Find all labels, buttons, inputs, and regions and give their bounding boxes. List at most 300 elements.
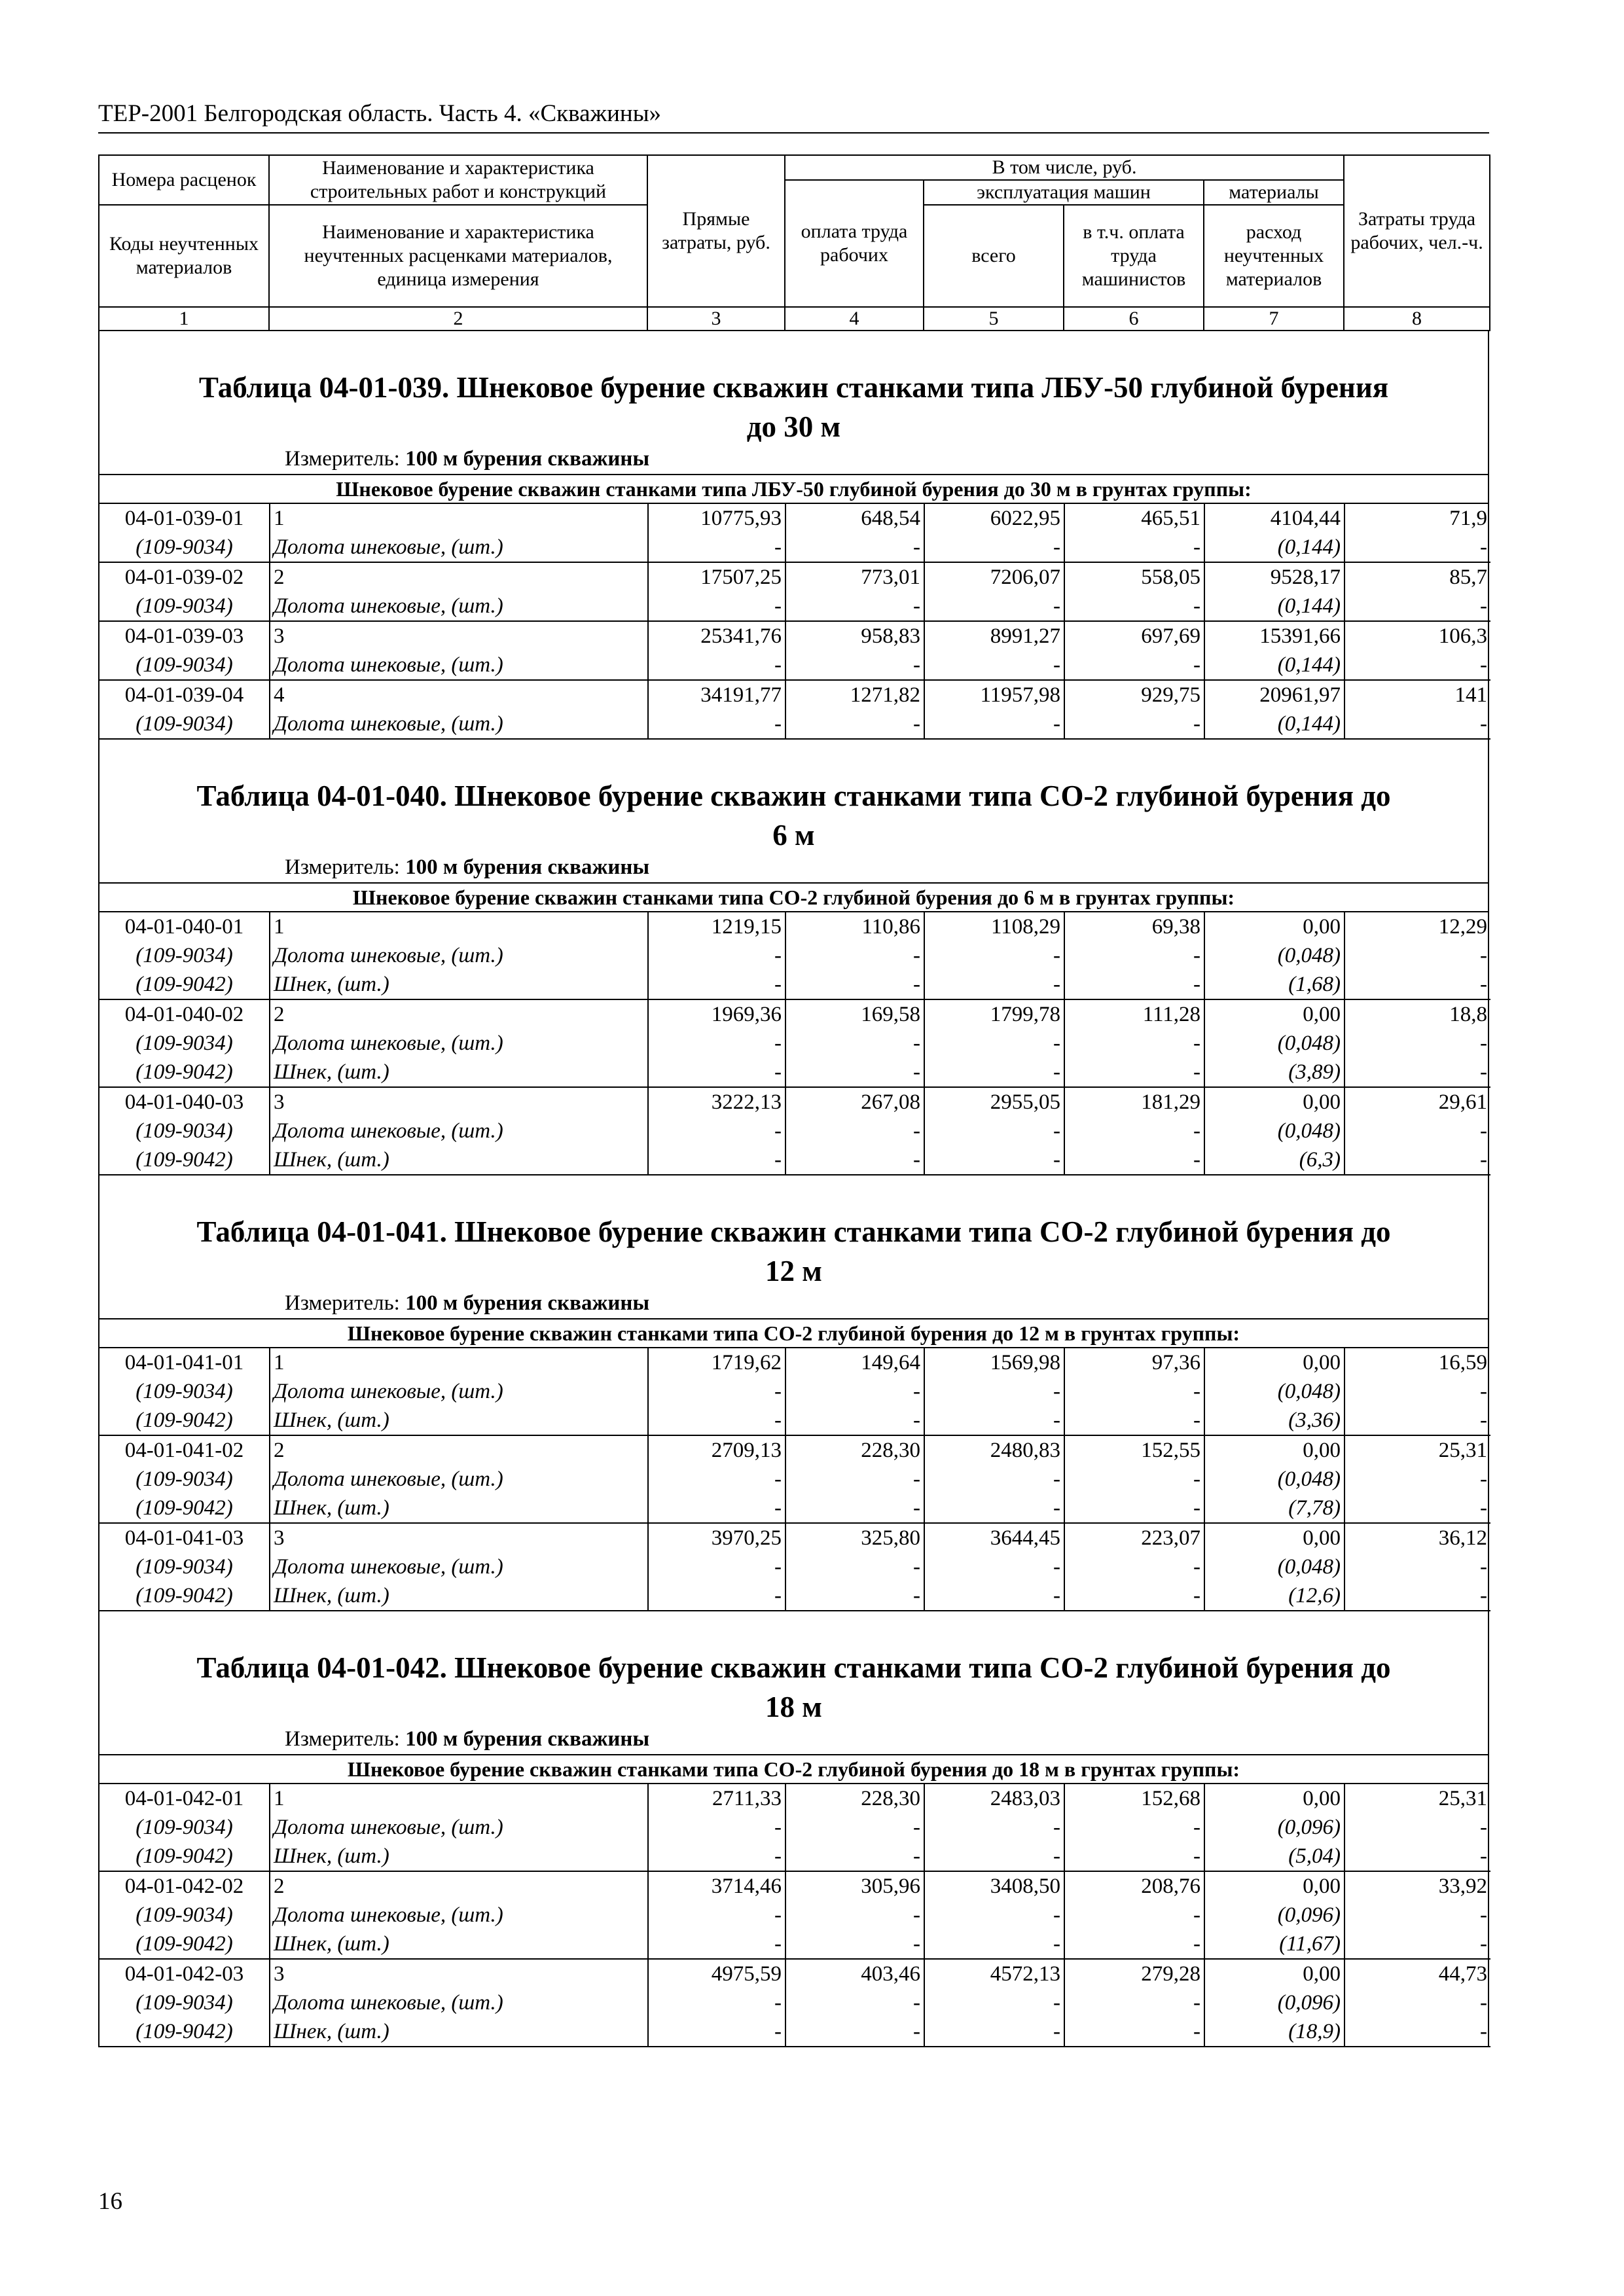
rate-code: (109-9034) <box>135 1903 233 1927</box>
section-title-line: Таблица 04-01-039. Шнековое бурение скважин станками типа ЛБУ-50 глубиной бурения <box>198 371 1389 404</box>
machine-total-value: - <box>924 1377 1064 1406</box>
direct-costs-value: - <box>648 1842 785 1871</box>
direct-costs-value: - <box>648 1988 785 2017</box>
machine-total-value: 1569,98 <box>924 1348 1064 1377</box>
machinist-pay-value: - <box>1064 1552 1204 1581</box>
machine-total-value: - <box>924 1988 1064 2017</box>
materials-value: 0,00 <box>1204 912 1344 941</box>
machinist-pay-value: - <box>1064 1145 1204 1175</box>
header-material-codes: Коды неучтенных материалов <box>99 205 269 307</box>
worker-pay-value: 110,86 <box>785 912 924 941</box>
machinist-pay-value: - <box>1064 592 1204 621</box>
materials-value: (0,144) <box>1204 651 1344 680</box>
rate-row <box>99 1348 1490 1377</box>
material-row <box>99 2017 1490 2047</box>
rate-name: Долота шнековые, (шт.) <box>270 1552 648 1581</box>
labor-costs-value: 36,12 <box>1344 1523 1490 1552</box>
labor-costs-value: - <box>1344 1494 1490 1523</box>
machine-total-value: - <box>924 1813 1064 1842</box>
header-machinist-pay: в т.ч. оплата труда машинистов <box>1064 205 1204 307</box>
materials-value: (3,89) <box>1204 1058 1344 1087</box>
header-labor-costs: Затраты труда рабочих, чел.-ч. <box>1344 155 1490 307</box>
labor-costs-value: - <box>1344 1929 1490 1959</box>
worker-pay-value: - <box>785 1581 924 1611</box>
materials-value: (7,78) <box>1204 1494 1344 1523</box>
material-row <box>99 1465 1490 1494</box>
unit-of-measure <box>99 1291 1488 1318</box>
material-row <box>99 651 1490 680</box>
material-row <box>99 1929 1490 1959</box>
worker-pay-value: - <box>785 970 924 999</box>
meter-value: 100 м бурения скважины <box>405 1291 650 1315</box>
machine-total-value: - <box>924 1117 1064 1145</box>
direct-costs-value: 10775,93 <box>648 504 785 533</box>
direct-costs-value: 3714,46 <box>648 1871 785 1901</box>
worker-pay-value: 228,30 <box>785 1784 924 1813</box>
rate-code: (109-9034) <box>135 594 233 618</box>
rate-code: 04-01-039-04 <box>99 680 270 709</box>
materials-value: (0,048) <box>1204 1117 1344 1145</box>
machinist-pay-value: 69,38 <box>1064 912 1204 941</box>
material-row <box>99 1145 1490 1175</box>
machinist-pay-value: 929,75 <box>1064 680 1204 709</box>
worker-pay-value: - <box>785 1406 924 1435</box>
direct-costs-value: - <box>648 1552 785 1581</box>
machinist-pay-value: 279,28 <box>1064 1959 1204 1988</box>
direct-costs-value: - <box>648 1901 785 1929</box>
rate-name: 4 <box>270 680 648 709</box>
labor-costs-value: - <box>1344 1029 1490 1058</box>
rate-row <box>99 1087 1490 1117</box>
labor-costs-value: - <box>1344 592 1490 621</box>
machinist-pay-value: - <box>1064 651 1204 680</box>
unit-of-measure <box>99 446 1488 474</box>
labor-costs-value: - <box>1344 1813 1490 1842</box>
labor-costs-value: 12,29 <box>1344 912 1490 941</box>
rate-name: Долота шнековые, (шт.) <box>270 1988 648 2017</box>
machinist-pay-value: 152,55 <box>1064 1435 1204 1465</box>
material-row <box>99 1552 1490 1581</box>
rate-name: Шнек, (шт.) <box>270 2017 648 2047</box>
materials-value: (18,9) <box>1204 2017 1344 2047</box>
worker-pay-value: - <box>785 1145 924 1175</box>
machinist-pay-value: - <box>1064 941 1204 970</box>
labor-costs-value: - <box>1344 709 1490 739</box>
labor-costs-value: - <box>1344 941 1490 970</box>
machine-total-value: 2480,83 <box>924 1435 1064 1465</box>
rate-code: (109-9034) <box>135 1555 233 1579</box>
rate-name: 1 <box>270 1784 648 1813</box>
materials-value: (0,048) <box>1204 941 1344 970</box>
rate-code: 04-01-042-01 <box>124 1787 244 1810</box>
direct-costs-value: - <box>648 592 785 621</box>
rate-name: Долота шнековые, (шт.) <box>270 709 648 739</box>
machine-total-value: - <box>924 592 1064 621</box>
meter-value: 100 м бурения скважины <box>405 1727 650 1751</box>
rate-name: Шнек, (шт.) <box>270 1145 648 1175</box>
materials-value: (0,096) <box>1204 1901 1344 1929</box>
price-document <box>98 154 1489 2047</box>
machinist-pay-value: - <box>1064 1465 1204 1494</box>
rate-name: 3 <box>270 1523 648 1552</box>
materials-value: (12,6) <box>1204 1581 1344 1611</box>
column-header-table <box>98 154 1490 331</box>
rate-code: (109-9042) <box>135 1408 233 1432</box>
section-title <box>99 1611 1488 1727</box>
rate-code: (109-9034) <box>135 1816 233 1839</box>
materials-value: 0,00 <box>1204 1959 1344 1988</box>
rate-code: 04-01-042-02 <box>99 1871 270 1901</box>
materials-value: (0,144) <box>1204 533 1344 562</box>
material-row <box>99 1494 1490 1523</box>
machine-total-value: - <box>924 1901 1064 1929</box>
materials-value: 15391,66 <box>1204 621 1344 651</box>
machinist-pay-value: - <box>1064 1058 1204 1087</box>
rate-row <box>99 999 1490 1029</box>
direct-costs-value: 17507,25 <box>648 562 785 592</box>
rate-name: Долота шнековые, (шт.) <box>270 592 648 621</box>
direct-costs-value: - <box>648 941 785 970</box>
column-number: 3 <box>647 307 785 331</box>
labor-costs-value: - <box>1344 2017 1490 2047</box>
worker-pay-value: 228,30 <box>785 1435 924 1465</box>
rate-table-section <box>98 1611 1489 2047</box>
meter-label: Измеритель: <box>285 1727 400 1751</box>
machinist-pay-value: - <box>1064 2017 1204 2047</box>
labor-costs-value: - <box>1344 1145 1490 1175</box>
worker-pay-value: 305,96 <box>785 1871 924 1901</box>
machinist-pay-value: - <box>1064 1581 1204 1611</box>
worker-pay-value: - <box>785 1842 924 1871</box>
worker-pay-value: 267,08 <box>785 1087 924 1117</box>
rate-code: 04-01-040-03 <box>99 1087 270 1117</box>
worker-pay-value: - <box>785 709 924 739</box>
header-work-name: Наименование и характеристика строительных работ и конструкций <box>269 155 647 205</box>
rate-name: 2 <box>270 999 648 1029</box>
unit-of-measure <box>99 1727 1488 1754</box>
direct-costs-value: - <box>648 1117 785 1145</box>
rate-code: (109-9034) <box>135 1119 233 1143</box>
rate-code: (109-9042) <box>135 1060 233 1084</box>
worker-pay-value: - <box>785 592 924 621</box>
machinist-pay-value: - <box>1064 1842 1204 1871</box>
labor-costs-value: - <box>1344 1581 1490 1611</box>
machine-total-value: 3408,50 <box>924 1871 1064 1901</box>
material-row <box>99 709 1490 739</box>
rate-name: Шнек, (шт.) <box>270 1581 648 1611</box>
machine-total-value: 7206,07 <box>924 562 1064 592</box>
labor-costs-value: - <box>1344 1465 1490 1494</box>
column-number: 1 <box>99 307 269 331</box>
materials-value: 9528,17 <box>1204 562 1344 592</box>
page-number: 16 <box>98 2188 122 2215</box>
rate-name: Долота шнековые, (шт.) <box>270 941 648 970</box>
worker-pay-value: - <box>785 1929 924 1959</box>
column-number-row <box>99 307 1490 331</box>
rate-name: Долота шнековые, (шт.) <box>270 1029 648 1058</box>
material-row <box>99 1029 1490 1058</box>
rate-name: Шнек, (шт.) <box>270 1058 648 1087</box>
rate-name: 2 <box>270 1871 648 1901</box>
machinist-pay-value: - <box>1064 1988 1204 2017</box>
section-title-line: Таблица 04-01-041. Шнековое бурение скважин станками типа СО-2 глубиной бурения до <box>196 1215 1391 1248</box>
materials-value: (0,048) <box>1204 1029 1344 1058</box>
labor-costs-value: 25,31 <box>1344 1784 1490 1813</box>
labor-costs-value: - <box>1344 1988 1490 2017</box>
rate-data-table <box>99 912 1490 1175</box>
materials-value: 20961,97 <box>1204 680 1344 709</box>
rate-name: Долота шнековые, (шт.) <box>270 1117 648 1145</box>
worker-pay-value: 773,01 <box>785 562 924 592</box>
rate-row <box>99 1435 1490 1465</box>
machine-total-value: 1799,78 <box>924 999 1064 1029</box>
materials-value: 0,00 <box>1204 1348 1344 1377</box>
machinist-pay-value: 697,69 <box>1064 621 1204 651</box>
rate-data-table <box>99 1784 1490 2047</box>
direct-costs-value: - <box>648 651 785 680</box>
machine-total-value: - <box>924 1406 1064 1435</box>
machinist-pay-value: 111,28 <box>1064 999 1204 1029</box>
machinist-pay-value: - <box>1064 1813 1204 1842</box>
direct-costs-value: 1719,62 <box>648 1348 785 1377</box>
rate-row <box>99 1871 1490 1901</box>
worker-pay-value: - <box>785 1117 924 1145</box>
worker-pay-value: 325,80 <box>785 1523 924 1552</box>
materials-value: 0,00 <box>1204 1435 1344 1465</box>
rate-data-table <box>99 504 1490 740</box>
worker-pay-value: - <box>785 2017 924 2047</box>
machinist-pay-value: - <box>1064 1494 1204 1523</box>
worker-pay-value: - <box>785 941 924 970</box>
material-row <box>99 1581 1490 1611</box>
direct-costs-value: 3970,25 <box>648 1523 785 1552</box>
rate-code: 04-01-041-02 <box>99 1435 270 1465</box>
labor-costs-value: - <box>1344 1901 1490 1929</box>
materials-value: 0,00 <box>1204 999 1344 1029</box>
rate-row <box>99 1523 1490 1552</box>
labor-costs-value: 85,7 <box>1344 562 1490 592</box>
material-row <box>99 970 1490 999</box>
header-rate-numbers: Номера расценок <box>99 155 269 205</box>
material-row <box>99 533 1490 562</box>
rate-code: (109-9034) <box>135 1991 233 2015</box>
direct-costs-value: - <box>648 1029 785 1058</box>
machinist-pay-value: 465,51 <box>1064 504 1204 533</box>
machine-total-value: 3644,45 <box>924 1523 1064 1552</box>
running-header: ТЕР-2001 Белгородская область. Часть 4. «Скважины» <box>98 98 1489 134</box>
worker-pay-value: 403,46 <box>785 1959 924 1988</box>
machinist-pay-value: 558,05 <box>1064 562 1204 592</box>
direct-costs-value: - <box>648 1145 785 1175</box>
labor-costs-value: 25,31 <box>1344 1435 1490 1465</box>
machine-total-value: 6022,95 <box>924 504 1064 533</box>
rate-row <box>99 912 1490 941</box>
header-direct-costs: Прямые затраты, руб. <box>647 155 785 307</box>
materials-value: (0,048) <box>1204 1465 1344 1494</box>
labor-costs-value: - <box>1344 970 1490 999</box>
labor-costs-value: 106,3 <box>1344 621 1490 651</box>
machine-total-value: - <box>924 1929 1064 1959</box>
rate-code: (109-9042) <box>135 1844 233 1868</box>
worker-pay-value: - <box>785 1988 924 2017</box>
rate-code: 04-01-041-03 <box>99 1523 270 1552</box>
worker-pay-value: - <box>785 1029 924 1058</box>
section-title-line: Таблица 04-01-040. Шнековое бурение скважин станками типа СО-2 глубиной бурения до <box>196 780 1391 812</box>
labor-costs-value: 44,73 <box>1344 1959 1490 1988</box>
direct-costs-value: - <box>648 709 785 739</box>
machinist-pay-value: - <box>1064 1117 1204 1145</box>
machinist-pay-value: - <box>1064 1377 1204 1406</box>
direct-costs-value: 2709,13 <box>648 1435 785 1465</box>
column-number: 7 <box>1204 307 1344 331</box>
labor-costs-value: - <box>1344 1842 1490 1871</box>
direct-costs-value: - <box>648 1581 785 1611</box>
rate-code: (109-9042) <box>99 1581 270 1611</box>
rate-name: Шнек, (шт.) <box>270 1494 648 1523</box>
rate-name: Долота шнековые, (шт.) <box>270 533 648 562</box>
direct-costs-value: 25341,76 <box>648 621 785 651</box>
machine-total-value: - <box>924 1058 1064 1087</box>
section-title <box>99 1175 1488 1291</box>
material-row <box>99 1377 1490 1406</box>
rate-code: 04-01-039-03 <box>99 621 270 651</box>
machinist-pay-value: - <box>1064 1901 1204 1929</box>
material-row <box>99 1988 1490 2017</box>
materials-value: 0,00 <box>1204 1784 1344 1813</box>
materials-value: (0,096) <box>1204 1813 1344 1842</box>
rate-row <box>99 1959 1490 1988</box>
materials-value: (6,3) <box>1204 1145 1344 1175</box>
labor-costs-value: - <box>1344 1117 1490 1145</box>
labor-costs-value: - <box>1344 1377 1490 1406</box>
rate-name: Долота шнековые, (шт.) <box>270 1377 648 1406</box>
machinist-pay-value: - <box>1064 1029 1204 1058</box>
section-title <box>99 331 1488 446</box>
rate-code: (109-9042) <box>99 2017 270 2047</box>
worker-pay-value: - <box>785 651 924 680</box>
direct-costs-value: 3222,13 <box>648 1087 785 1117</box>
direct-costs-value: - <box>648 2017 785 2047</box>
materials-value: (0,048) <box>1204 1552 1344 1581</box>
header-including-group: В том числе, руб. <box>785 155 1344 180</box>
header-materials: материалы <box>1204 180 1344 205</box>
rate-name: 1 <box>270 504 648 533</box>
direct-costs-value: - <box>648 970 785 999</box>
labor-costs-value: 18,8 <box>1344 999 1490 1029</box>
machine-total-value: - <box>924 709 1064 739</box>
rate-row <box>99 562 1490 592</box>
labor-costs-value: - <box>1344 1406 1490 1435</box>
direct-costs-value: - <box>648 1058 785 1087</box>
rate-name: Долота шнековые, (шт.) <box>270 1465 648 1494</box>
machine-total-value: 1108,29 <box>924 912 1064 941</box>
rate-code: 04-01-041-01 <box>124 1351 244 1374</box>
rate-name: Долота шнековые, (шт.) <box>270 1813 648 1842</box>
material-row <box>99 1058 1490 1087</box>
machine-total-value: - <box>924 1494 1064 1523</box>
section-subheader: Шнековое бурение скважин станками типа СО-2 глубиной бурения до 6 м в грунтах группы: <box>99 882 1488 912</box>
rate-name: 2 <box>270 562 648 592</box>
rate-code: (109-9034) <box>135 1031 233 1055</box>
rate-name: 3 <box>270 1087 648 1117</box>
worker-pay-value: 1271,82 <box>785 680 924 709</box>
materials-value: (0,096) <box>1204 1988 1344 2017</box>
machine-total-value: 2483,03 <box>924 1784 1064 1813</box>
worker-pay-value: - <box>785 1058 924 1087</box>
header-worker-pay: оплата труда рабочих <box>785 180 924 307</box>
materials-value: (1,68) <box>1204 970 1344 999</box>
header-machine-operation: эксплуатация машин <box>924 180 1204 205</box>
rate-row <box>99 1784 1490 1813</box>
rate-code: 04-01-039-02 <box>99 562 270 592</box>
section-subheader: Шнековое бурение скважин станками типа СО-2 глубиной бурения до 12 м в грунтах группы: <box>99 1318 1488 1348</box>
worker-pay-value: - <box>785 1377 924 1406</box>
rate-name: Шнек, (шт.) <box>270 1842 648 1871</box>
rate-data-table <box>99 1348 1490 1611</box>
machine-total-value: - <box>924 651 1064 680</box>
worker-pay-value: 648,54 <box>785 504 924 533</box>
material-row <box>99 1117 1490 1145</box>
rate-code: (109-9042) <box>135 973 233 996</box>
materials-value: (0,144) <box>1204 592 1344 621</box>
rate-code: (109-9034) <box>135 653 233 677</box>
meter-label: Измеритель: <box>285 855 400 879</box>
material-row <box>99 592 1490 621</box>
direct-costs-value: 2711,33 <box>648 1784 785 1813</box>
machinist-pay-value: - <box>1064 970 1204 999</box>
machine-total-value: - <box>924 1581 1064 1611</box>
labor-costs-value: - <box>1344 533 1490 562</box>
direct-costs-value: - <box>648 1377 785 1406</box>
section-title-line: 12 м <box>765 1255 822 1287</box>
section-title-line: Таблица 04-01-042. Шнековое бурение скважин станками типа СО-2 глубиной бурения до <box>196 1651 1391 1684</box>
rate-row <box>99 504 1490 533</box>
rate-code: 04-01-039-01 <box>124 507 244 530</box>
machinist-pay-value: - <box>1064 1406 1204 1435</box>
rate-code: 04-01-042-03 <box>99 1959 270 1988</box>
machine-total-value: - <box>924 941 1064 970</box>
materials-value: (0,048) <box>1204 1377 1344 1406</box>
materials-value: (0,144) <box>1204 709 1344 739</box>
material-row <box>99 941 1490 970</box>
machinist-pay-value: 223,07 <box>1064 1523 1204 1552</box>
rate-code: (109-9034) <box>135 1380 233 1403</box>
labor-costs-value: - <box>1344 651 1490 680</box>
rate-code: (109-9034) <box>135 1467 233 1491</box>
rate-code: (109-9034) <box>135 944 233 967</box>
direct-costs-value: 34191,77 <box>648 680 785 709</box>
rate-name: 3 <box>270 1959 648 1988</box>
meter-value: 100 м бурения скважины <box>405 447 650 471</box>
rate-code: (109-9042) <box>135 1496 233 1520</box>
header-material-consumption: расход неучтенных материалов <box>1204 205 1344 307</box>
direct-costs-value: 1219,15 <box>648 912 785 941</box>
machine-total-value: - <box>924 533 1064 562</box>
rate-name: Долота шнековые, (шт.) <box>270 651 648 680</box>
rate-table-section <box>98 740 1489 1175</box>
labor-costs-value: 141 <box>1344 680 1490 709</box>
sections-container <box>98 331 1489 2047</box>
column-number: 8 <box>1344 307 1490 331</box>
material-row <box>99 1901 1490 1929</box>
direct-costs-value: - <box>648 1929 785 1959</box>
section-subheader: Шнековое бурение скважин станками типа ЛБУ-50 глубиной бурения до 30 м в грунтах группы: <box>99 474 1488 504</box>
worker-pay-value: - <box>785 1901 924 1929</box>
material-row <box>99 1842 1490 1871</box>
column-number: 2 <box>269 307 647 331</box>
direct-costs-value: - <box>648 1465 785 1494</box>
worker-pay-value: - <box>785 533 924 562</box>
